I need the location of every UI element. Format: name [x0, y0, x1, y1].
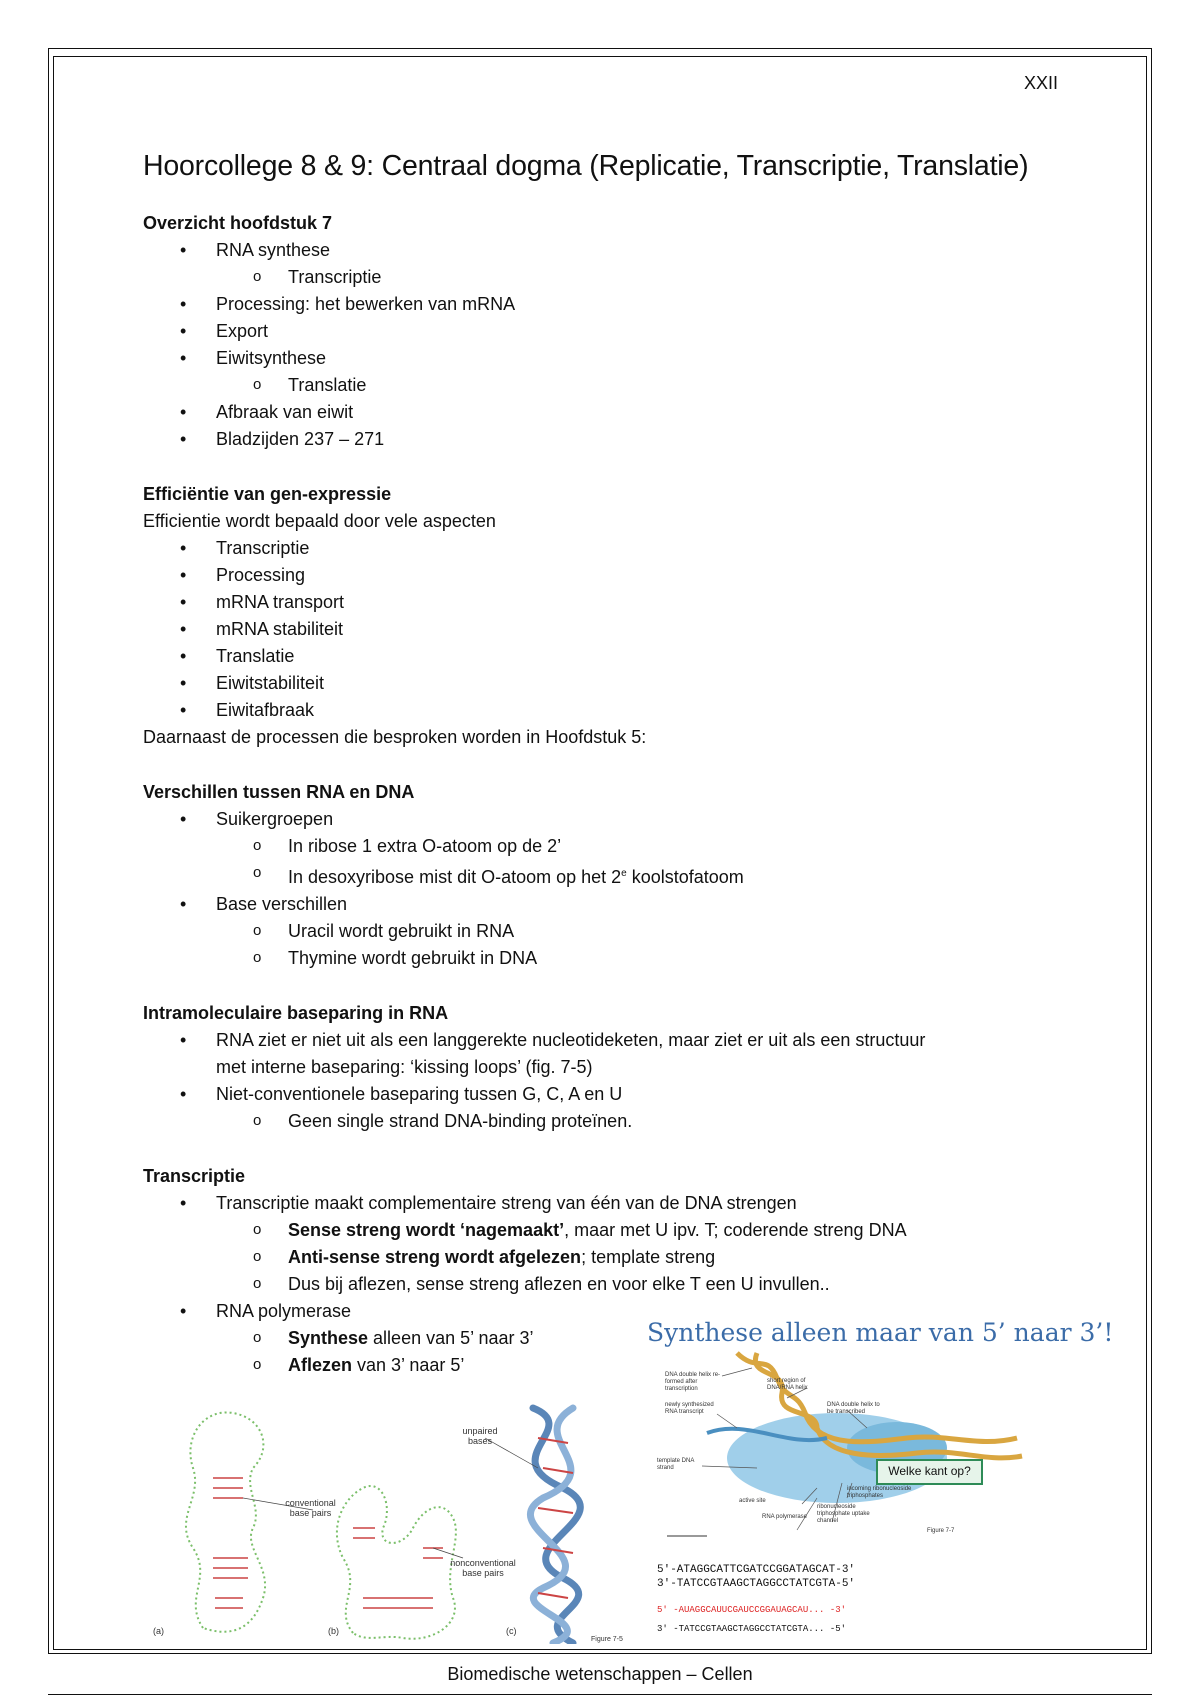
- text-run: In desoxyribose mist dit O-atoom op het 2: [288, 867, 622, 887]
- figure-label: short region of DNA/RNA helix: [767, 1378, 808, 1391]
- figure-label: (c): [506, 1626, 517, 1636]
- figure-label: nonconventional base pairs: [450, 1558, 516, 1578]
- text-run: koolstofatoom: [626, 867, 744, 887]
- template-sequence: 3' -TATCCGTAAGCTAGGCCTATCGTA... -5': [657, 1624, 847, 1634]
- figure-caption: Figure 7-5: [591, 1636, 623, 1643]
- figure-label: DNA double helix to be transcribed: [827, 1402, 880, 1415]
- bold-text: Synthese: [288, 1328, 369, 1348]
- bold-text: Anti-sense streng wordt afgelezen: [288, 1247, 582, 1267]
- figure-transcription: [647, 1318, 1114, 1644]
- dna-sequence-sense: 5'-ATAGGCATTCGATCCGGATAGCAT-3': [657, 1564, 856, 1576]
- list-item: • Translatie: [143, 643, 1063, 670]
- sub-list-item: [143, 1217, 1063, 1244]
- text-run: , maar met U ipv. T; coderende streng DNA: [564, 1220, 907, 1240]
- list-item: • RNA synthese: [143, 237, 1063, 264]
- section-heading-overzicht: Overzicht hoofdstuk 7: [143, 213, 333, 233]
- sub-list-item: o Thymine wordt gebruikt in DNA: [143, 945, 1063, 972]
- rna-sequence: 5' -AUAGGCAUUCGAUCCGGAUAGCAU... -3': [657, 1605, 847, 1615]
- superscript: e: [621, 868, 627, 879]
- question-box-label: Welke kant op?: [888, 1464, 971, 1478]
- list-item: • Suikergroepen: [143, 806, 1063, 833]
- bold-text: Sense streng wordt ‘nagemaakt’: [288, 1220, 565, 1240]
- sub-list-item: [143, 860, 1063, 891]
- rna-backbone-b: [337, 1486, 456, 1639]
- rna-ribbon-model: [530, 1408, 580, 1643]
- figure-label: active site: [739, 1498, 766, 1504]
- figure-label: unpaired bases: [462, 1426, 498, 1446]
- base-pairs-a: [213, 1478, 248, 1608]
- rna-backbone-a: [186, 1412, 265, 1631]
- paragraph: Daarnaast de processen die besproken worden in Hoofdstuk 5:: [143, 727, 647, 747]
- bold-text: Aflezen: [288, 1355, 353, 1375]
- sub-list-item: o In ribose 1 extra O-atoom op de 2’: [143, 833, 1063, 860]
- list-item: • Base verschillen: [143, 891, 1063, 918]
- footer: Biomedische wetenschappen – Cellen: [447, 1664, 753, 1684]
- list-item: • RNA polymerase: [143, 1298, 1063, 1325]
- sub-list-item: o Geen single strand DNA-binding proteïnen.: [143, 1108, 1063, 1135]
- list-item: • mRNA stabiliteit: [143, 616, 1063, 643]
- list-item: • Bladzijden 237 – 271: [143, 426, 1063, 453]
- sub-list-item: o Uracil wordt gebruikt in RNA: [143, 918, 1063, 945]
- list-item: • Transcriptie maakt complementaire streng van één van de DNA strengen: [143, 1190, 1063, 1217]
- section-heading-verschillen: Verschillen tussen RNA en DNA: [143, 782, 415, 802]
- list-item: • Export: [143, 318, 1063, 345]
- figure-label: RNA polymerase: [762, 1514, 808, 1520]
- figure-caption: Figure 7-7: [927, 1528, 955, 1534]
- list-item: • Processing: het bewerken van mRNA: [143, 291, 1063, 318]
- figure-rna-structure: [143, 1398, 643, 1644]
- list-item: • Transcriptie: [143, 535, 1063, 562]
- verschillen-list: [143, 806, 1063, 972]
- list-item: • Processing: [143, 562, 1063, 589]
- section-heading-efficientie: Efficiëntie van gen-expressie: [143, 484, 392, 504]
- text-run: met interne baseparing: ‘kissing loops’ (fig. 7-5): [216, 1057, 593, 1077]
- text-run: van 3’ naar 5’: [352, 1355, 465, 1375]
- rna-structure-illustration: [143, 1398, 643, 1644]
- figure-label: ribonucleoside triphosphate uptake channel: [817, 1504, 870, 1524]
- text-run: alleen van 5’ naar 3’: [368, 1328, 534, 1348]
- figure-label: newly synthesized RNA transcript: [665, 1402, 714, 1415]
- list-item: • Eiwitstabiliteit: [143, 670, 1063, 697]
- list-item: [143, 1027, 1063, 1081]
- dna-sequence-antisense: 3'-TATCCGTAAGCTAGGCCTATCGTA-5': [657, 1578, 856, 1590]
- section-heading-intramoleculair: Intramoleculaire baseparing in RNA: [143, 1003, 449, 1023]
- sub-list-item: o Translatie: [143, 372, 1063, 399]
- page-number: XXII: [1023, 73, 1058, 93]
- page-title: Hoorcollege 8 & 9: Centraal dogma (Replicatie, Transcriptie, Translatie): [143, 150, 1029, 182]
- paragraph: Efficientie wordt bepaald door vele aspecten: [143, 511, 496, 531]
- figure-label: (a): [153, 1626, 164, 1636]
- figure-label: conventional base pairs: [285, 1498, 336, 1518]
- overzicht-list: [143, 237, 1063, 453]
- transcription-illustration: [647, 1318, 1114, 1644]
- intramoleculair-list: [143, 1027, 1063, 1135]
- section-heading-transcriptie: Transcriptie: [143, 1166, 246, 1186]
- list-item: • Niet-conventionele baseparing tussen G, C, A en U: [143, 1081, 1063, 1108]
- list-item: • Afbraak van eiwit: [143, 399, 1063, 426]
- document-body: [143, 150, 1114, 1379]
- footer-rule: [48, 1694, 1152, 1695]
- sub-list-item: [143, 1244, 1063, 1271]
- list-item: • Eiwitsynthese: [143, 345, 1063, 372]
- figure-title: Synthese alleen maar van 5’ naar 3’!: [647, 1318, 1114, 1347]
- figure-label: incoming ribonucleoside triphosphates: [847, 1486, 912, 1499]
- figure-label: template DNA strand: [657, 1458, 695, 1471]
- efficientie-list: [143, 535, 1063, 724]
- base-pairs-b: [353, 1528, 443, 1608]
- sub-list-item: o Dus bij aflezen, sense streng aflezen en voor elke T een U invullen..: [143, 1271, 1063, 1298]
- list-item: • mRNA transport: [143, 589, 1063, 616]
- sub-list-item: o Transcriptie: [143, 264, 1063, 291]
- text-run: RNA ziet er niet uit als een langgerekte nucleotideketen, maar ziet er uit als een structuur: [216, 1030, 926, 1050]
- list-item: • Eiwitafbraak: [143, 697, 1063, 724]
- figure-label: (b): [328, 1626, 339, 1636]
- text-run: ; template streng: [581, 1247, 716, 1267]
- figure-label: DNA double helix re-formed after transcription: [665, 1372, 721, 1392]
